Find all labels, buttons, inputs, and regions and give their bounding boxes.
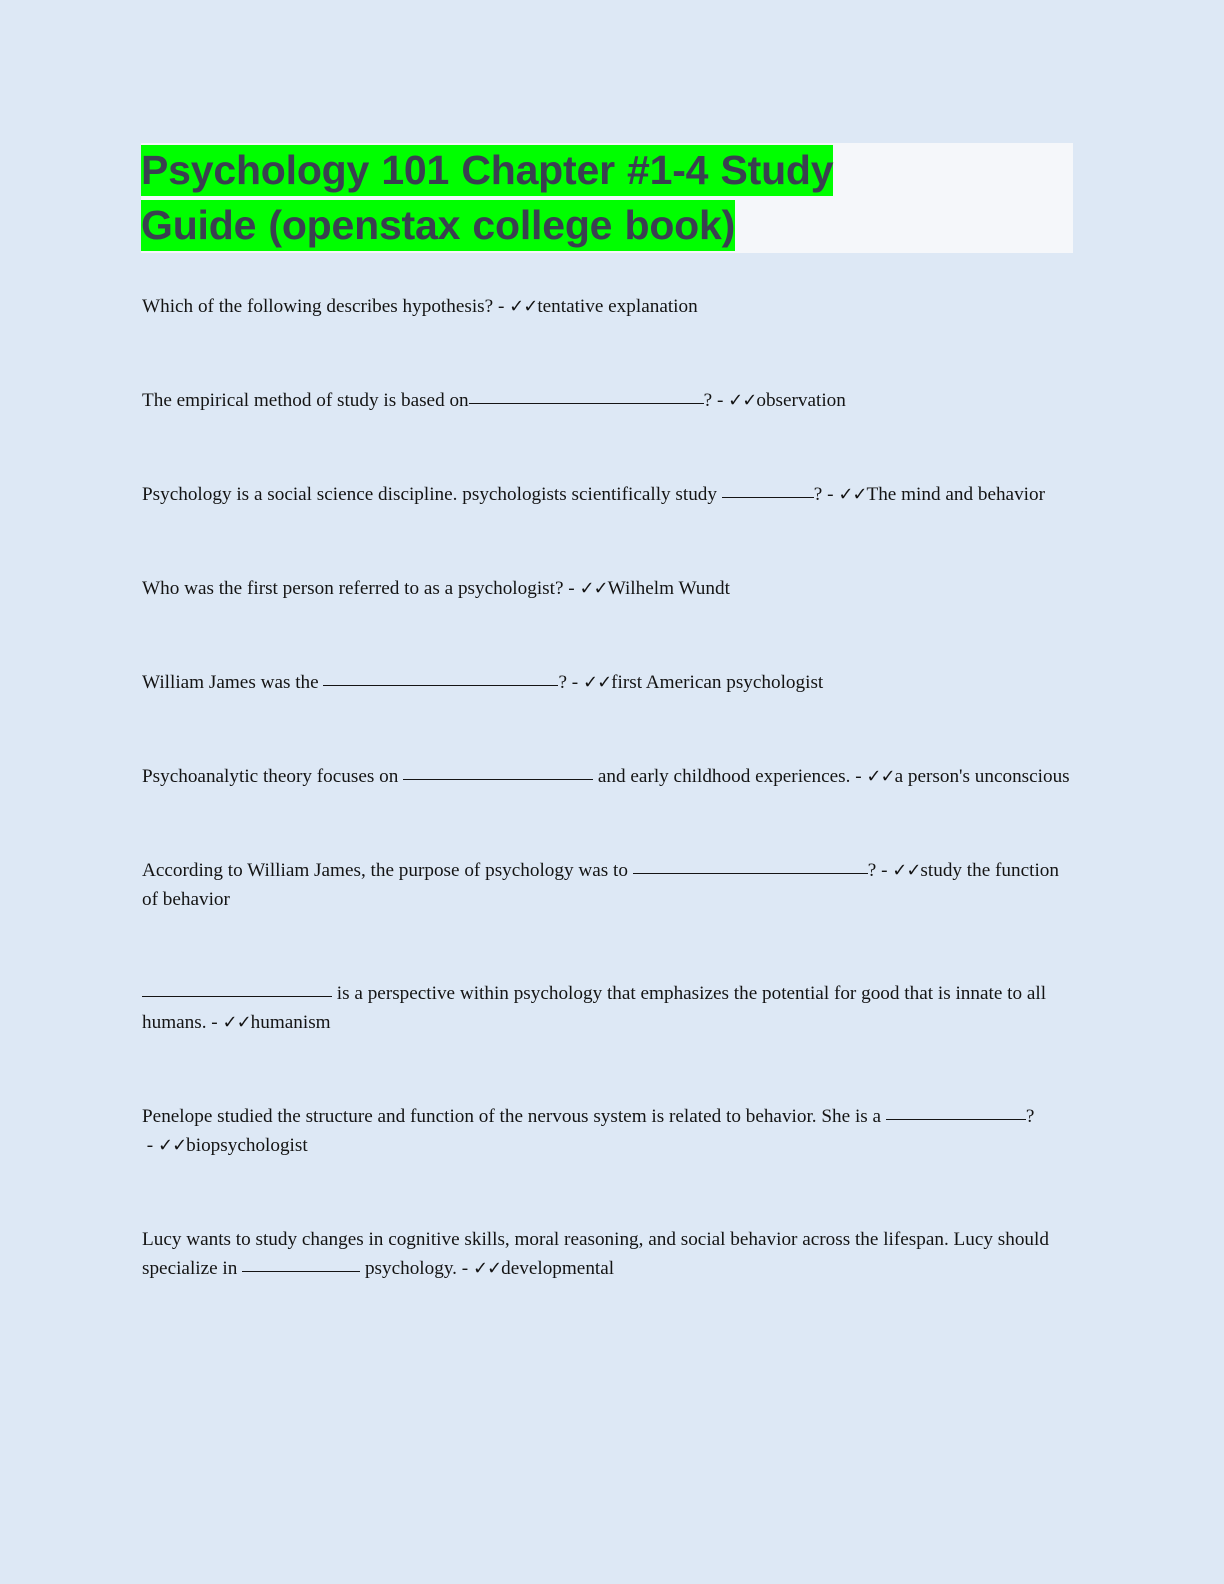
answer-text: biopsychologist (186, 1135, 308, 1156)
answer-text: observation (756, 390, 846, 411)
double-check-icon: ✓✓ (838, 484, 867, 505)
double-check-icon: ✓✓ (222, 1012, 251, 1033)
answer-separator: - (712, 390, 729, 411)
double-check-icon: ✓✓ (866, 766, 895, 787)
question-text: Psychology is a social science discipline. psychologists scientifically study (142, 484, 722, 505)
question-text-tail: ? (703, 390, 713, 411)
answer-blank (633, 856, 868, 874)
double-check-icon: ✓✓ (892, 860, 921, 881)
question-text: The empirical method of study is based on (142, 390, 469, 411)
qa-item (142, 762, 1074, 791)
qa-item (142, 668, 1074, 697)
double-check-icon: ✓✓ (157, 1135, 187, 1156)
qa-item (142, 1225, 1074, 1283)
answer-separator: - (456, 1258, 473, 1279)
qa-item (142, 292, 1074, 321)
double-check-icon: ✓✓ (472, 1258, 502, 1279)
answer-text: study the function of behavior (142, 860, 1059, 910)
qa-item (142, 979, 1074, 1037)
answer-text: first American psychologist (611, 672, 824, 693)
qa-item (142, 856, 1074, 914)
answer-separator: - (822, 484, 839, 505)
answer-blank (886, 1102, 1026, 1120)
answer-text: Wilhelm Wundt (607, 578, 730, 599)
question-text: According to William James, the purpose of psychology was to (142, 860, 633, 881)
question-text: Psychoanalytic theory focuses on (142, 766, 404, 787)
question-text-tail: ? (558, 672, 567, 693)
answer-text: a person's unconscious (894, 766, 1070, 787)
answer-separator: - (206, 1012, 223, 1033)
question-text-tail: psychology. (360, 1258, 457, 1279)
answer-separator: - (142, 1135, 158, 1156)
answer-separator: - (850, 766, 867, 787)
answer-blank (469, 386, 704, 404)
page-title-line-1: Psychology 101 Chapter #1-4 Study (141, 145, 833, 196)
question-text: Lucy wants to study changes in cognitive skills, moral reasoning, and social behavior across the lifespan. Lucy should specialize in (142, 1229, 1049, 1279)
page-title-line-2: Guide (openstax college book) (141, 200, 735, 251)
question-text: Which of the following describes hypothesis? (142, 296, 494, 317)
qa-item (142, 386, 1074, 415)
question-text-tail: ? (1025, 1106, 1035, 1127)
answer-text: humanism (250, 1012, 331, 1033)
answer-blank (142, 979, 332, 997)
answer-text: tentative explanation (537, 296, 698, 317)
question-text-tail: ? (867, 860, 877, 881)
answer-text: The mind and behavior (866, 484, 1045, 505)
answer-blank (323, 668, 558, 686)
question-text: William James was the (142, 672, 324, 693)
answer-text: developmental (501, 1258, 615, 1279)
answer-separator: - (567, 672, 583, 693)
answer-blank (242, 1254, 360, 1272)
question-text-tail: is a perspective within psychology that emphasizes the potential for good that is innate to all humans. (142, 983, 1047, 1033)
answer-separator: - (493, 296, 510, 317)
answer-blank (403, 762, 593, 780)
qa-item (142, 1102, 1074, 1160)
double-check-icon: ✓✓ (579, 578, 608, 599)
question-text: Who was the first person referred to as a psychologist? (142, 578, 564, 599)
question-text-tail: ? (813, 484, 823, 505)
title-panel (141, 143, 1073, 253)
question-text-tail: and early childhood experiences. (593, 766, 851, 787)
question-text: Penelope studied the structure and function of the nervous system is related to behavior. She is a (142, 1106, 886, 1127)
double-check-icon: ✓✓ (582, 672, 612, 693)
qa-list (142, 292, 1074, 1283)
page-title (141, 143, 971, 253)
double-check-icon: ✓✓ (509, 296, 538, 317)
answer-separator: - (876, 860, 893, 881)
double-check-icon: ✓✓ (728, 390, 757, 411)
answer-blank (722, 480, 814, 498)
qa-item (142, 480, 1074, 509)
answer-separator: - (563, 578, 580, 599)
qa-item (142, 574, 1074, 603)
